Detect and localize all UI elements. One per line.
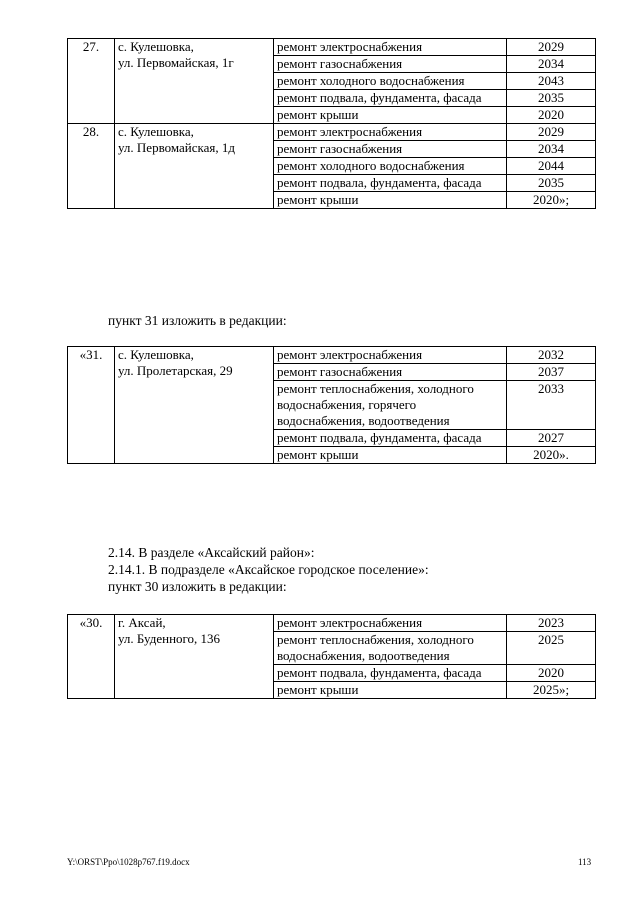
table-row [68, 615, 596, 632]
year-cell: 2020 [507, 107, 596, 124]
work-cell: ремонт теплоснабжения, холодного водоснабжения, водоотведения [274, 632, 507, 665]
work-cell: ремонт холодного водоснабжения [274, 73, 507, 90]
address-line: с. Кулешовка, [118, 347, 194, 362]
address-line: ул. Первомайская, 1д [118, 140, 235, 155]
table-3 [67, 614, 596, 699]
address-line: г. Аксай, [118, 615, 166, 630]
work-cell: ремонт электроснабжения [274, 124, 507, 141]
year-cell: 2044 [507, 158, 596, 175]
year-cell: 2033 [507, 381, 596, 430]
work-cell: ремонт крыши [274, 107, 507, 124]
item-number: «30. [68, 615, 115, 699]
year-cell: 2025 [507, 632, 596, 665]
work-cell: ремонт подвала, фундамента, фасада [274, 430, 507, 447]
work-cell: ремонт электроснабжения [274, 347, 507, 364]
paragraph: 2.14.1. В подразделе «Аксайское городское поселение»: [108, 562, 429, 577]
table-2 [67, 346, 596, 464]
work-cell: ремонт подвала, фундамента, фасада [274, 175, 507, 192]
year-cell: 2029 [507, 124, 596, 141]
table-row [68, 124, 596, 141]
work-cell: ремонт подвала, фундамента, фасада [274, 90, 507, 107]
work-cell: ремонт газоснабжения [274, 56, 507, 73]
address-line: ул. Буденного, 136 [118, 631, 221, 646]
year-cell: 2020 [507, 665, 596, 682]
address-line: с. Кулешовка, [118, 39, 194, 54]
address-cell [115, 347, 274, 464]
work-cell: ремонт электроснабжения [274, 615, 507, 632]
year-cell: 2037 [507, 364, 596, 381]
address-line: ул. Первомайская, 1г [118, 55, 234, 70]
paragraph: пункт 31 изложить в редакции: [108, 313, 287, 328]
address-cell [115, 615, 274, 699]
year-cell: 2035 [507, 175, 596, 192]
work-cell: ремонт крыши [274, 192, 507, 209]
year-cell: 2025»; [507, 682, 596, 699]
address-cell [115, 124, 274, 209]
table-row [68, 347, 596, 364]
table-1 [67, 38, 596, 209]
footer-file-path: Y:\ORST\Ppo\1028p767.f19.docx [67, 857, 190, 867]
work-cell: ремонт газоснабжения [274, 364, 507, 381]
table-row [68, 39, 596, 56]
work-cell: ремонт теплоснабжения, холодного водоснабжения, горячего водоснабжения, водоотведения [274, 381, 507, 430]
year-cell: 2034 [507, 141, 596, 158]
work-cell: ремонт холодного водоснабжения [274, 158, 507, 175]
year-cell: 2032 [507, 347, 596, 364]
year-cell: 2027 [507, 430, 596, 447]
work-cell: ремонт электроснабжения [274, 39, 507, 56]
work-cell: ремонт подвала, фундамента, фасада [274, 665, 507, 682]
year-cell: 2020». [507, 447, 596, 464]
work-cell: ремонт крыши [274, 682, 507, 699]
work-cell: ремонт газоснабжения [274, 141, 507, 158]
year-cell: 2029 [507, 39, 596, 56]
item-number: 28. [68, 124, 115, 209]
page-number: 113 [578, 857, 592, 867]
paragraph: 2.14. В разделе «Аксайский район»: [108, 545, 315, 560]
year-cell: 2034 [507, 56, 596, 73]
item-number: 27. [68, 39, 115, 124]
item-number: «31. [68, 347, 115, 464]
year-cell: 2043 [507, 73, 596, 90]
year-cell: 2020»; [507, 192, 596, 209]
year-cell: 2035 [507, 90, 596, 107]
year-cell: 2023 [507, 615, 596, 632]
address-line: ул. Пролетарская, 29 [118, 363, 233, 378]
address-cell [115, 39, 274, 124]
work-cell: ремонт крыши [274, 447, 507, 464]
address-line: с. Кулешовка, [118, 124, 194, 139]
paragraph: пункт 30 изложить в редакции: [108, 579, 287, 594]
